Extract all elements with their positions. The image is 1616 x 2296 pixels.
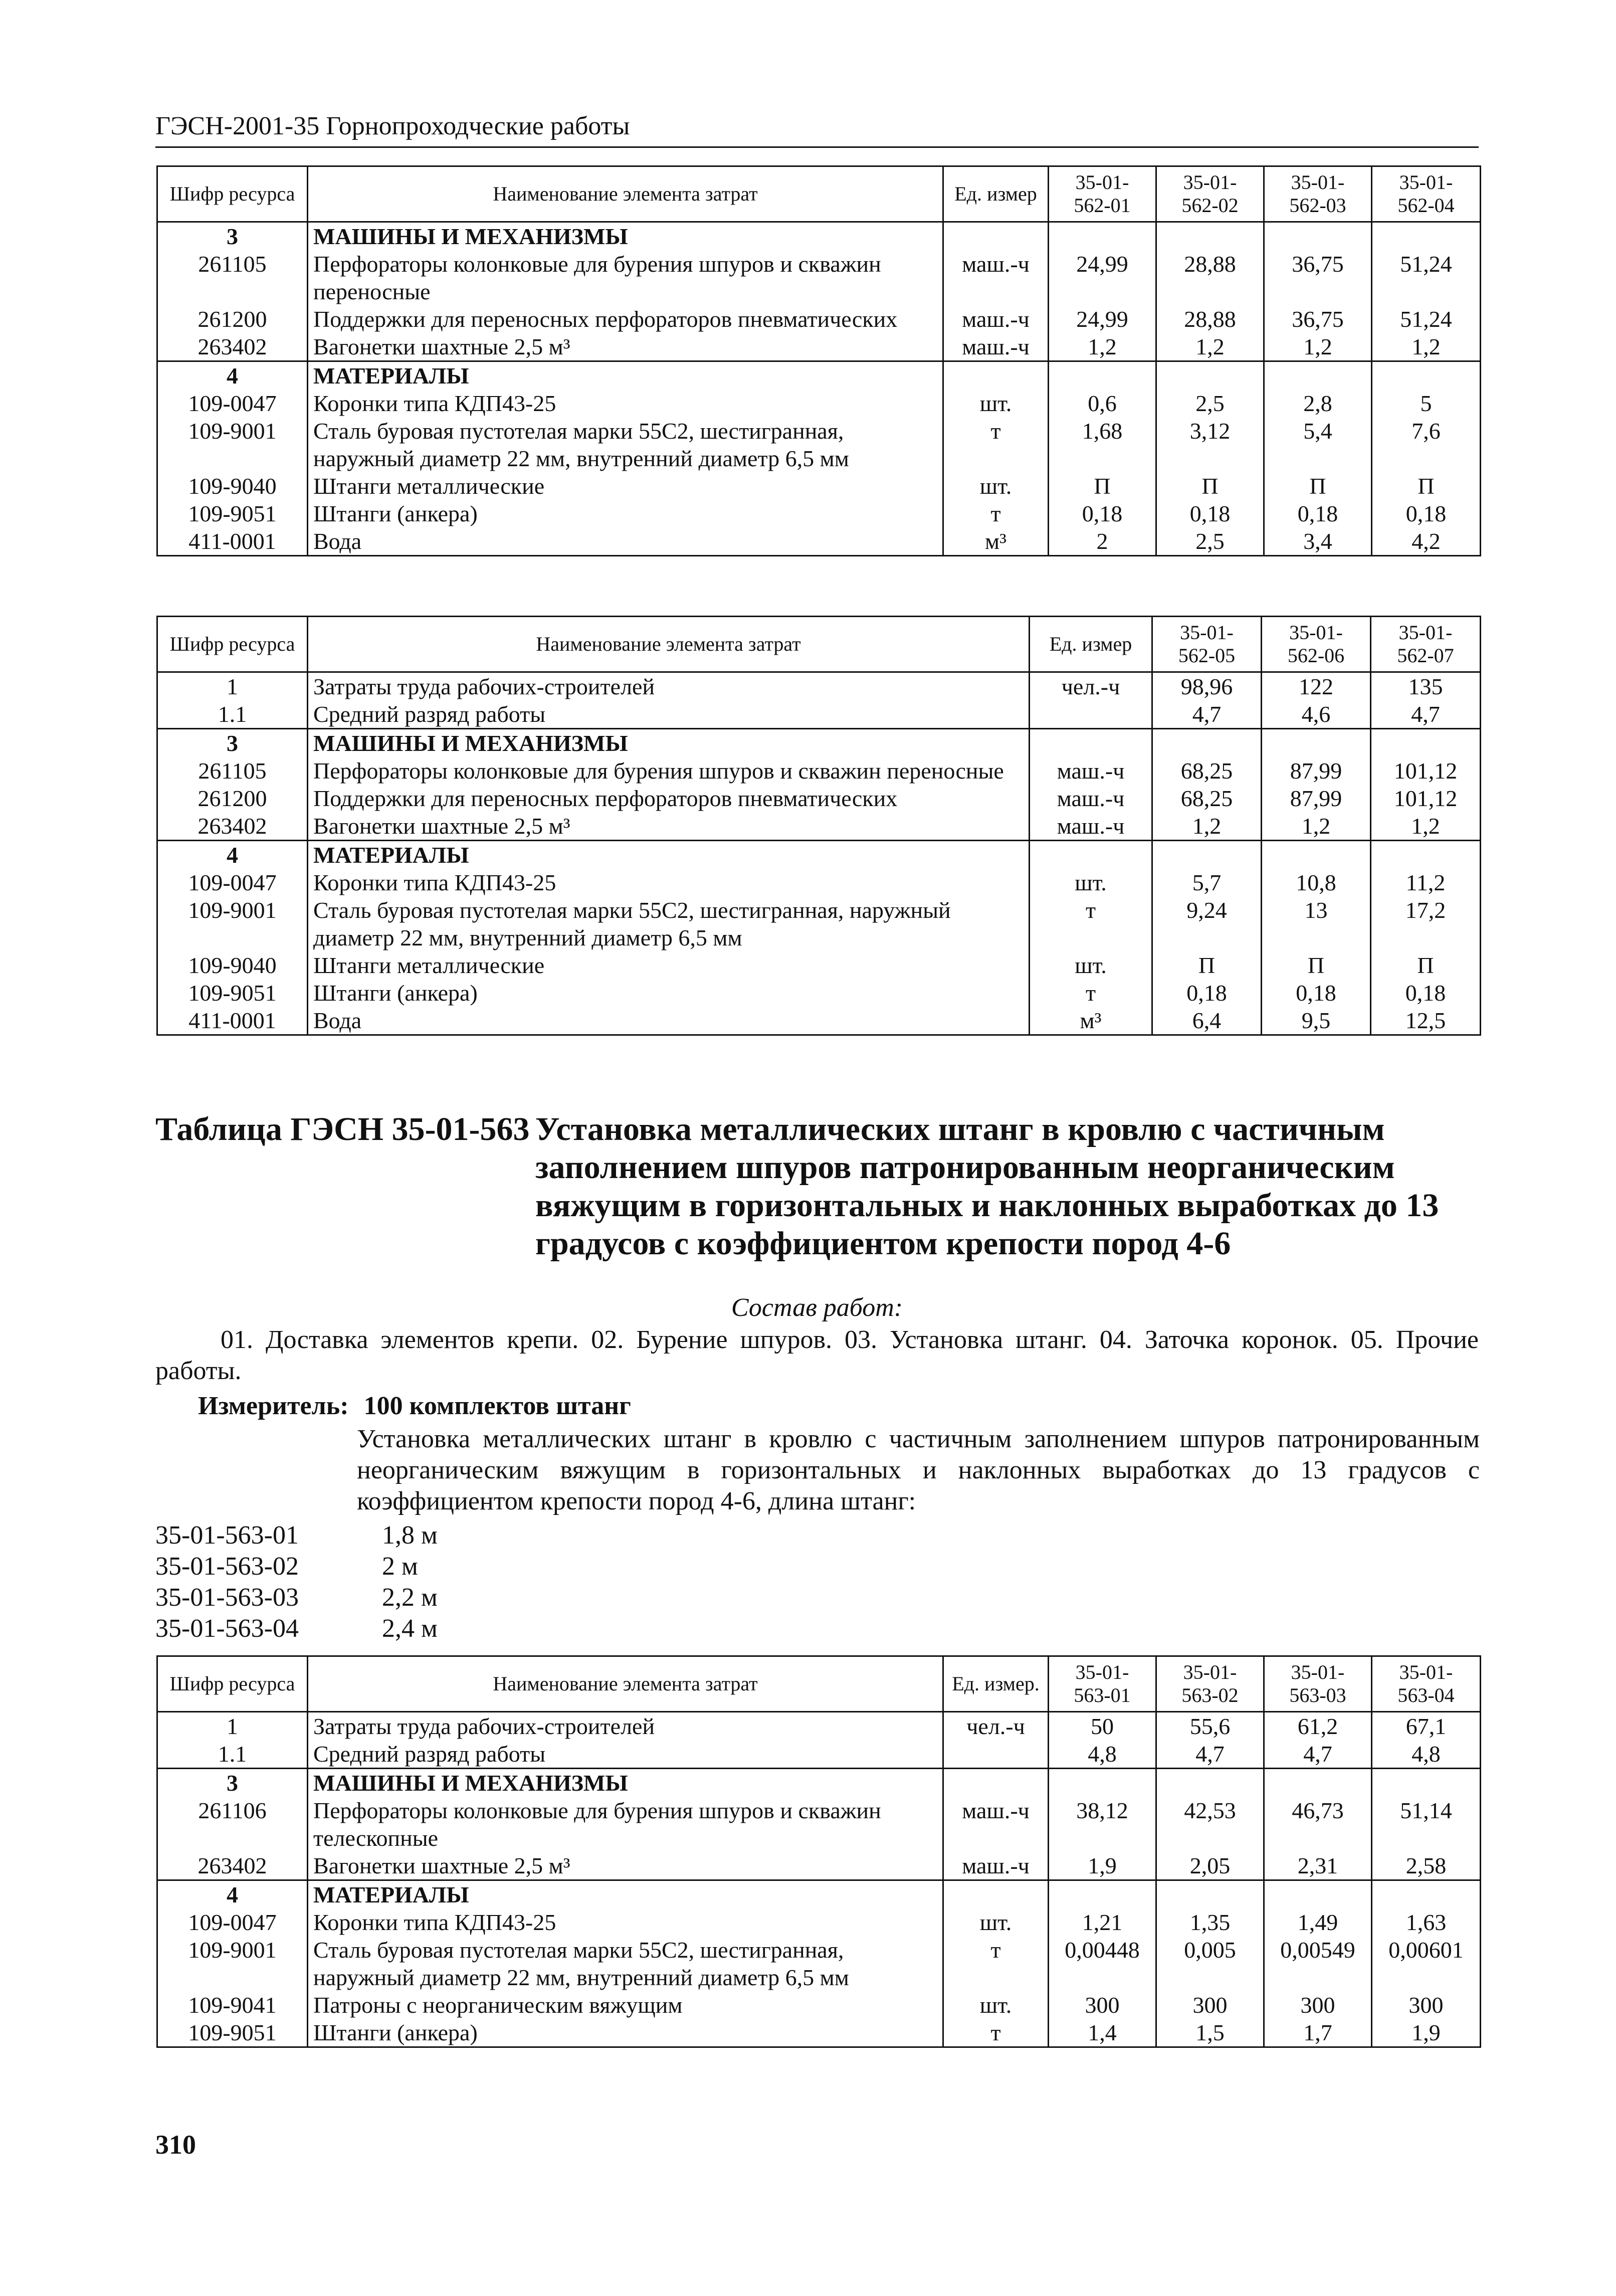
variant-value: 2,4 м	[382, 1614, 438, 1643]
table-row	[157, 672, 1481, 701]
column-header: 35-01- 562-04	[1372, 166, 1481, 222]
table-title-text: Установка металлических штанг в кровлю с частичным заполнением шпуров патронированным неорганическим вяжущим в горизонтальных и наклонных выработках до 13 градусов с коэффициентом крепости пород 4-6	[535, 1111, 1439, 1262]
resource-code: 3	[157, 729, 308, 757]
variant-code: 35-01-563-01	[155, 1521, 299, 1550]
resource-code: 109-9040	[157, 951, 308, 979]
table-row	[157, 951, 1481, 979]
table-row	[157, 333, 1481, 361]
norm-value: 1,2	[1371, 812, 1481, 841]
resource-code: 4	[157, 1880, 308, 1909]
resource-table-563	[156, 1655, 1481, 2048]
norm-value: 28,88	[1156, 250, 1264, 305]
unit-of-measure: шт.	[1030, 951, 1152, 979]
column-header: Ед. измер.	[943, 1656, 1049, 1712]
table-row	[157, 1712, 1481, 1741]
unit-of-measure: т	[1030, 979, 1152, 1007]
norm-value: 101,12	[1371, 785, 1481, 812]
resource-code: 3	[157, 222, 308, 251]
norm-value: 0,18	[1156, 500, 1264, 527]
cost-element-name: Вагонетки шахтные 2,5 м³	[308, 333, 943, 361]
resource-code: 4	[157, 841, 308, 869]
norm-value: 4,6	[1262, 700, 1371, 729]
variant-code: 35-01-563-02	[155, 1552, 299, 1581]
norm-value	[1262, 841, 1371, 869]
norm-value: 28,88	[1156, 305, 1264, 333]
resource-code: 109-9051	[157, 2019, 308, 2047]
cost-element-name: Перфораторы колонковые для бурения шпуров и скважин телескопные	[308, 1797, 943, 1852]
unit-of-measure: м³	[943, 527, 1049, 556]
variant-value: 1,8 м	[382, 1521, 438, 1550]
variant-value: 2,2 м	[382, 1583, 438, 1612]
resource-code: 109-0047	[157, 1908, 308, 1936]
unit-of-measure: шт.	[943, 390, 1049, 417]
resource-code: 109-9001	[157, 1936, 308, 1991]
unit-of-measure: маш.-ч	[1030, 757, 1152, 785]
unit-of-measure: т	[943, 1936, 1049, 1991]
resource-code: 109-9001	[157, 417, 308, 472]
norm-value: 4,7	[1371, 700, 1481, 729]
norm-value: 6,4	[1152, 1007, 1262, 1035]
resource-code: 109-9041	[157, 1991, 308, 2019]
norm-value: 11,2	[1371, 869, 1481, 896]
norm-value: 4,8	[1372, 1740, 1481, 1769]
unit-of-measure	[943, 1769, 1049, 1797]
norm-value: 1,2	[1152, 812, 1262, 841]
column-header: 35-01- 563-03	[1264, 1656, 1372, 1712]
table-row	[157, 361, 1481, 390]
norm-value: 51,24	[1372, 305, 1481, 333]
cost-element-name: Штанги (анкера)	[308, 979, 1030, 1007]
table-row	[157, 1908, 1481, 1936]
cost-element-name: Поддержки для переносных перфораторов пневматических	[308, 785, 1030, 812]
resource-code: 109-9040	[157, 472, 308, 500]
norm-value	[1156, 1880, 1264, 1909]
norm-value: 101,12	[1371, 757, 1481, 785]
resource-code: 411-0001	[157, 1007, 308, 1035]
unit-of-measure	[943, 361, 1049, 390]
cost-element-name: Патроны с неорганическим вяжущим	[308, 1991, 943, 2019]
norm-value: 36,75	[1264, 305, 1372, 333]
norm-value: 13	[1262, 896, 1371, 951]
cost-element-name: МАШИНЫ И МЕХАНИЗМЫ	[308, 729, 1030, 757]
unit-of-measure: т	[943, 417, 1049, 472]
table-row	[157, 500, 1481, 527]
norm-value: 0,18	[1264, 500, 1372, 527]
resource-code: 261106	[157, 1797, 308, 1852]
resource-code: 1	[157, 1712, 308, 1741]
unit-of-measure	[1030, 700, 1152, 729]
norm-value: 300	[1372, 1991, 1481, 2019]
unit-of-measure: шт.	[943, 1908, 1049, 1936]
norm-value: 300	[1264, 1991, 1372, 2019]
column-header: Наименование элемента затрат	[308, 1656, 943, 1712]
norm-value	[1152, 841, 1262, 869]
cost-element-name: Затраты труда рабочих-строителей	[308, 1712, 943, 1741]
unit-of-measure	[1030, 841, 1152, 869]
norm-value: 68,25	[1152, 785, 1262, 812]
norm-value	[1371, 841, 1481, 869]
norm-value: 1,68	[1049, 417, 1156, 472]
norm-value	[1264, 361, 1372, 390]
table-row	[157, 250, 1481, 305]
norm-value: 55,6	[1156, 1712, 1264, 1741]
norm-value: 0,00448	[1049, 1936, 1156, 1991]
cost-element-name: Сталь буровая пустотелая марки 55С2, шестигранная, наружный диаметр 22 мм, внутренний диаметр 6,5 мм	[308, 417, 943, 472]
cost-element-name: Сталь буровая пустотелая марки 55С2, шестигранная, наружный диаметр 22 мм, внутренний диаметр 6,5 мм	[308, 896, 1030, 951]
resource-code: 109-0047	[157, 390, 308, 417]
column-header: Шифр ресурса	[157, 617, 308, 672]
norm-value: 1,49	[1264, 1908, 1372, 1936]
norm-value: П	[1372, 472, 1481, 500]
work-composition-steps: 01. Доставка элементов крепи. 02. Бурение шпуров. 03. Установка штанг. 04. Заточка коронок. 05. Прочие работы.	[155, 1325, 1479, 1385]
norm-value: 24,99	[1049, 250, 1156, 305]
resource-code: 411-0001	[157, 527, 308, 556]
norm-value: 0,00601	[1372, 1936, 1481, 1991]
norm-value: 67,1	[1372, 1712, 1481, 1741]
table-row	[157, 729, 1481, 757]
norm-value: 0,18	[1049, 500, 1156, 527]
norm-value: 10,8	[1262, 869, 1371, 896]
norm-value: П	[1156, 472, 1264, 500]
resource-code: 1.1	[157, 700, 308, 729]
norm-value: 2,31	[1264, 1852, 1372, 1880]
norm-value: 1,21	[1049, 1908, 1156, 1936]
norm-value: П	[1152, 951, 1262, 979]
table-row	[157, 1936, 1481, 1991]
norm-value: П	[1264, 472, 1372, 500]
table-row	[157, 1880, 1481, 1909]
resource-code: 261105	[157, 250, 308, 305]
norm-value	[1049, 361, 1156, 390]
norm-value: 1,9	[1372, 2019, 1481, 2047]
resource-code: 109-9001	[157, 896, 308, 951]
variant-row	[155, 1613, 607, 1644]
unit-of-measure: маш.-ч	[943, 1852, 1049, 1880]
page-header: ГЭСН-2001-35 Горнопроходческие работы	[155, 111, 1479, 148]
unit-of-measure: маш.-ч	[943, 333, 1049, 361]
resource-code: 261105	[157, 757, 308, 785]
cost-element-name: Перфораторы колонковые для бурения шпуров и скважин переносные	[308, 757, 1030, 785]
table-row	[157, 841, 1481, 869]
table-row	[157, 896, 1481, 951]
variant-row	[155, 1582, 607, 1613]
resource-code: 1	[157, 672, 308, 701]
column-header: 35-01- 562-05	[1152, 617, 1262, 672]
norm-value: 61,2	[1264, 1712, 1372, 1741]
table-row	[157, 305, 1481, 333]
table-row	[157, 1797, 1481, 1852]
table-row	[157, 757, 1481, 785]
norm-value	[1372, 222, 1481, 251]
norm-value: 4,8	[1049, 1740, 1156, 1769]
cost-element-name: Коронки типа КДП43-25	[308, 390, 943, 417]
norm-value: 0,18	[1262, 979, 1371, 1007]
norm-value: 3,12	[1156, 417, 1264, 472]
norm-value: 1,2	[1049, 333, 1156, 361]
norm-value: 1,5	[1156, 2019, 1264, 2047]
variant-row	[155, 1551, 607, 1582]
cost-element-name: Перфораторы колонковые для бурения шпуров и скважин переносные	[308, 250, 943, 305]
table-title-number: Таблица ГЭСН 35-01-563	[155, 1111, 530, 1147]
resource-code: 263402	[157, 333, 308, 361]
column-header: 35-01- 562-03	[1264, 166, 1372, 222]
norm-value: 3,4	[1264, 527, 1372, 556]
norm-value: 68,25	[1152, 757, 1262, 785]
page-number: 310	[155, 2130, 196, 2160]
norm-value	[1264, 1880, 1372, 1909]
table-row	[157, 700, 1481, 729]
norm-value	[1372, 1880, 1481, 1909]
table-header-row	[157, 617, 1481, 672]
table-row	[157, 472, 1481, 500]
norm-value: 2	[1049, 527, 1156, 556]
resource-code: 4	[157, 361, 308, 390]
norm-value	[1156, 361, 1264, 390]
table-row	[157, 527, 1481, 556]
norm-value: 1,9	[1049, 1852, 1156, 1880]
norm-value: 98,96	[1152, 672, 1262, 701]
norm-value: П	[1262, 951, 1371, 979]
resource-code: 261200	[157, 305, 308, 333]
unit-of-measure: шт.	[943, 472, 1049, 500]
variant-row	[155, 1520, 607, 1551]
table-header-row	[157, 1656, 1481, 1712]
norm-value: 4,7	[1264, 1740, 1372, 1769]
cost-element-name: Средний разряд работы	[308, 1740, 943, 1769]
norm-value: 46,73	[1264, 1797, 1372, 1852]
norm-value: 300	[1156, 1991, 1264, 2019]
resource-code: 109-0047	[157, 869, 308, 896]
norm-value: 5,4	[1264, 417, 1372, 472]
cost-element-name: Коронки типа КДП43-25	[308, 869, 1030, 896]
column-header: Наименование элемента затрат	[308, 617, 1030, 672]
column-header: Ед. измер	[1030, 617, 1152, 672]
unit-of-measure: шт.	[943, 1991, 1049, 2019]
norm-value: 4,2	[1372, 527, 1481, 556]
table-row	[157, 1007, 1481, 1035]
norm-value: 0,6	[1049, 390, 1156, 417]
resource-table-562-05-07	[156, 616, 1481, 1036]
cost-element-name: Коронки типа КДП43-25	[308, 1908, 943, 1936]
cost-element-name: Штанги металлические	[308, 472, 943, 500]
table-row	[157, 979, 1481, 1007]
norm-value: 0,18	[1372, 500, 1481, 527]
unit-of-measure: маш.-ч	[1030, 785, 1152, 812]
norm-value: 12,5	[1371, 1007, 1481, 1035]
cost-element-name: Затраты труда рабочих-строителей	[308, 672, 1030, 701]
norm-value: 51,24	[1372, 250, 1481, 305]
norm-value	[1264, 1769, 1372, 1797]
norm-value: 38,12	[1049, 1797, 1156, 1852]
norm-value: 122	[1262, 672, 1371, 701]
norm-value	[1156, 222, 1264, 251]
norm-value: П	[1371, 951, 1481, 979]
column-header: Ед. измер	[943, 166, 1049, 222]
unit-of-measure: т	[1030, 896, 1152, 951]
column-header: 35-01- 563-01	[1049, 1656, 1156, 1712]
cost-element-name: Вода	[308, 1007, 1030, 1035]
unit-of-measure: маш.-ч	[943, 1797, 1049, 1852]
norm-value: 2,58	[1372, 1852, 1481, 1880]
norm-value	[1372, 361, 1481, 390]
table-title	[155, 1110, 1479, 1263]
norm-value: 4,7	[1152, 700, 1262, 729]
resource-code: 109-9051	[157, 500, 308, 527]
column-header: 35-01- 563-02	[1156, 1656, 1264, 1712]
norm-value: 0,00549	[1264, 1936, 1372, 1991]
norm-value	[1049, 222, 1156, 251]
column-header: 35-01- 562-07	[1371, 617, 1481, 672]
norm-value: 1,2	[1264, 333, 1372, 361]
norm-value	[1371, 729, 1481, 757]
cost-element-name: МАШИНЫ И МЕХАНИЗМЫ	[308, 222, 943, 251]
resource-code: 3	[157, 1769, 308, 1797]
resource-code: 109-9051	[157, 979, 308, 1007]
cost-element-name: Средний разряд работы	[308, 700, 1030, 729]
table-row	[157, 2019, 1481, 2047]
norm-value: 17,2	[1371, 896, 1481, 951]
table-row	[157, 1991, 1481, 2019]
resource-code: 263402	[157, 812, 308, 841]
cost-element-name: МАШИНЫ И МЕХАНИЗМЫ	[308, 1769, 943, 1797]
norm-value	[1264, 222, 1372, 251]
column-header: Шифр ресурса	[157, 1656, 308, 1712]
resource-table-562-01-04	[156, 165, 1481, 556]
resource-code: 1.1	[157, 1740, 308, 1769]
norm-value: 7,6	[1372, 417, 1481, 472]
work-composition-caption: Состав работ:	[731, 1293, 903, 1322]
table-row	[157, 417, 1481, 472]
unit-of-measure	[1030, 729, 1152, 757]
table-row	[157, 1769, 1481, 1797]
norm-value: 2,05	[1156, 1852, 1264, 1880]
cost-element-name: Вода	[308, 527, 943, 556]
norm-value: 0,005	[1156, 1936, 1264, 1991]
cost-element-name: МАТЕРИАЛЫ	[308, 1880, 943, 1909]
column-header: 35-01- 562-02	[1156, 166, 1264, 222]
unit-of-measure: чел.-ч	[1030, 672, 1152, 701]
unit-of-measure	[943, 1740, 1049, 1769]
variant-list	[155, 1520, 607, 1644]
variant-code: 35-01-563-03	[155, 1583, 299, 1612]
norm-value: 1,63	[1372, 1908, 1481, 1936]
norm-value: 24,99	[1049, 305, 1156, 333]
table-row	[157, 869, 1481, 896]
norm-value: 9,5	[1262, 1007, 1371, 1035]
norm-value: 1,2	[1156, 333, 1264, 361]
cost-element-name: МАТЕРИАЛЫ	[308, 841, 1030, 869]
cost-element-name: Поддержки для переносных перфораторов пневматических	[308, 305, 943, 333]
norm-value: 87,99	[1262, 757, 1371, 785]
cost-element-name: Штанги (анкера)	[308, 2019, 943, 2047]
table-header-row	[157, 166, 1481, 222]
unit-of-measure	[943, 1880, 1049, 1909]
norm-value	[1152, 729, 1262, 757]
norm-value: П	[1049, 472, 1156, 500]
table-row	[157, 812, 1481, 841]
unit-of-measure	[943, 222, 1049, 251]
table-row	[157, 1852, 1481, 1880]
norm-value: 1,4	[1049, 2019, 1156, 2047]
norm-value	[1156, 1769, 1264, 1797]
norm-value: 135	[1371, 672, 1481, 701]
meter-label: Измеритель:	[198, 1392, 349, 1420]
cost-element-name: Сталь буровая пустотелая марки 55С2, шестигранная, наружный диаметр 22 мм, внутренний диаметр 6,5 мм	[308, 1936, 943, 1991]
norm-value: 1,2	[1262, 812, 1371, 841]
column-header: 35-01- 563-04	[1372, 1656, 1481, 1712]
unit-of-measure: шт.	[1030, 869, 1152, 896]
norm-value: 2,5	[1156, 390, 1264, 417]
table-row	[157, 222, 1481, 251]
unit-of-measure: т	[943, 500, 1049, 527]
norm-value: 0,18	[1371, 979, 1481, 1007]
resource-code: 263402	[157, 1852, 308, 1880]
resource-code: 261200	[157, 785, 308, 812]
cost-element-name: МАТЕРИАЛЫ	[308, 361, 943, 390]
norm-value: 9,24	[1152, 896, 1262, 951]
unit-of-measure: т	[943, 2019, 1049, 2047]
norm-value: 4,7	[1156, 1740, 1264, 1769]
variant-value: 2 м	[382, 1552, 418, 1581]
table-row	[157, 390, 1481, 417]
cost-element-name: Штанги металлические	[308, 951, 1030, 979]
unit-of-measure: маш.-ч	[1030, 812, 1152, 841]
norm-value: 0,18	[1152, 979, 1262, 1007]
meter-value: 100 комплектов штанг	[363, 1392, 631, 1420]
norm-value: 2,8	[1264, 390, 1372, 417]
norm-value: 2,5	[1156, 527, 1264, 556]
variant-code: 35-01-563-04	[155, 1614, 299, 1643]
cost-element-name: Вагонетки шахтные 2,5 м³	[308, 1852, 943, 1880]
unit-of-measure: м³	[1030, 1007, 1152, 1035]
cost-element-name: Штанги (анкера)	[308, 500, 943, 527]
table-row	[157, 785, 1481, 812]
meter-line	[198, 1391, 1451, 1422]
unit-of-measure: маш.-ч	[943, 305, 1049, 333]
norm-value	[1049, 1880, 1156, 1909]
norm-value: 5,7	[1152, 869, 1262, 896]
cost-element-name: Вагонетки шахтные 2,5 м³	[308, 812, 1030, 841]
norm-value: 51,14	[1372, 1797, 1481, 1852]
column-header: Шифр ресурса	[157, 166, 308, 222]
column-header: 35-01- 562-06	[1262, 617, 1371, 672]
norm-value: 1,35	[1156, 1908, 1264, 1936]
norm-value	[1049, 1769, 1156, 1797]
norm-value	[1262, 729, 1371, 757]
column-header: 35-01- 562-01	[1049, 166, 1156, 222]
column-header: Наименование элемента затрат	[308, 166, 943, 222]
unit-of-measure: маш.-ч	[943, 250, 1049, 305]
work-description: Установка металлических штанг в кровлю с частичным заполнением шпуров патронированным неорганическим вяжущим в горизонтальных и наклонных выработках до 13 градусов с коэффициентом крепости пород 4-6, длина штанг:	[357, 1425, 1480, 1515]
norm-value: 5	[1372, 390, 1481, 417]
norm-value: 42,53	[1156, 1797, 1264, 1852]
norm-value: 50	[1049, 1712, 1156, 1741]
norm-value: 1,2	[1372, 333, 1481, 361]
norm-value: 300	[1049, 1991, 1156, 2019]
norm-value	[1372, 1769, 1481, 1797]
norm-value: 36,75	[1264, 250, 1372, 305]
unit-of-measure: чел.-ч	[943, 1712, 1049, 1741]
norm-value: 87,99	[1262, 785, 1371, 812]
table-row	[157, 1740, 1481, 1769]
norm-value: 1,7	[1264, 2019, 1372, 2047]
